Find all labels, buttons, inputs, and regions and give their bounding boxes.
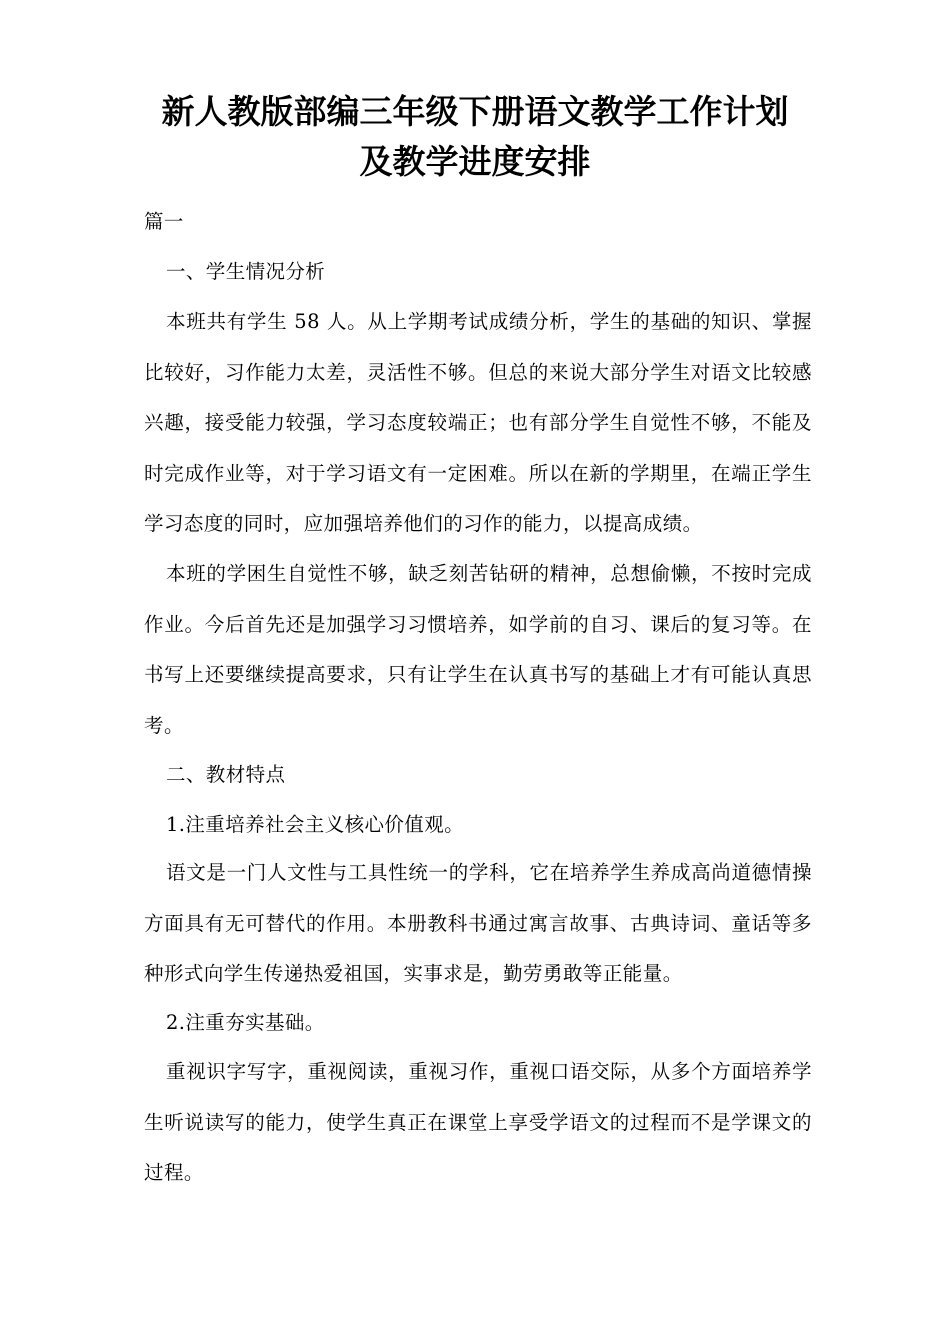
paragraph-core-values: 语文是一门人文性与工具性统一的学科，它在培养学生养成高尚道德情操方面具有无可替代的作用。本册教科书通过寓言故事、古典诗词、童话等多种形式向学生传递热爱祖国，实事求是，勤劳勇敢等正能量。 <box>144 861 812 985</box>
paragraph-class-overview: 本班共有学生 58 人。从上学期考试成绩分析，学生的基础的知识、掌握比较好，习作能力太差，灵活性不够。但总的来说大部分学生对语文比较感兴趣，接受能力较强，学习态度较端正；也有部分学生自觉性不够，不能及时完成作业等，对于学习语文有一定困难。所以在新的学期里，在端正学生学习态度的同时，应加强培养他们的习作的能力，以提高成绩。 <box>144 310 812 535</box>
item-heading-core-values: 1.注重培养社会主义核心价值观。 <box>166 813 465 836</box>
item-heading-foundation: 2.注重夯实基础。 <box>166 1011 325 1034</box>
part-label: 篇一 <box>144 210 184 233</box>
paragraph-foundation: 重视识字写字，重视阅读，重视习作，重视口语交际，从多个方面培养学生听说读写的能力，使学生真正在课堂上享受学语文的过程而不是学课文的过程。 <box>144 1060 812 1184</box>
section-heading-student-analysis: 一、学生情况分析 <box>166 260 326 283</box>
document-title-line-1: 新人教版部编三年级下册语文教学工作计划 <box>161 92 789 131</box>
section-heading-textbook-features: 二、教材特点 <box>166 763 286 786</box>
document-title-line-2: 及教学进度安排 <box>359 142 591 181</box>
paragraph-struggling-students: 本班的学困生自觉性不够，缺乏刻苦钻研的精神，总想偷懒，不按时完成作业。今后首先还是加强学习习惯培养，如学前的自习、课后的复习等。在书写上还要继续提高要求，只有让学生在认真书写的基础上才有可能认真思考。 <box>144 562 812 737</box>
